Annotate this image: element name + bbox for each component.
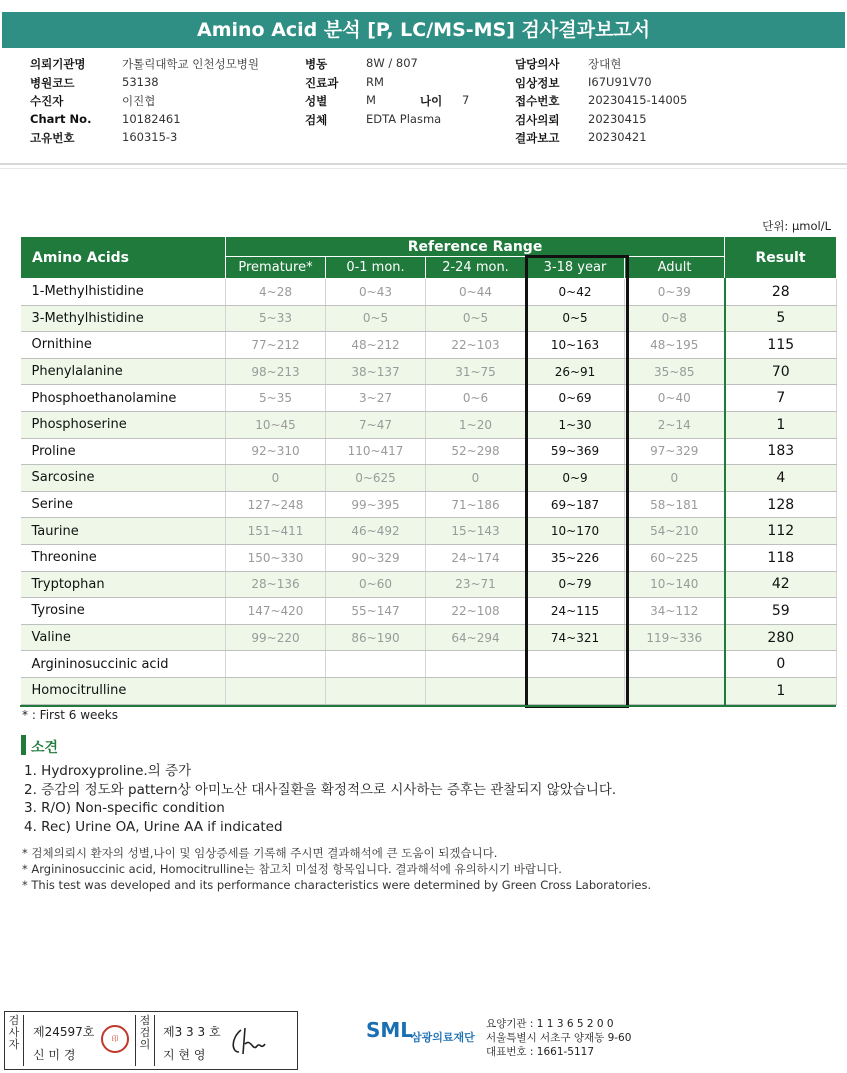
info-value: 가톨릭대학교 인천성모병원 — [122, 57, 259, 71]
amino-acid-name: Threonine — [21, 544, 226, 571]
reference-range-cell: 0~43 — [326, 279, 426, 306]
reference-range-cell — [625, 651, 725, 678]
reference-range-cell: 119~336 — [625, 624, 725, 651]
amino-acid-name: Tyrosine — [21, 598, 226, 625]
info-label: 나이 — [420, 94, 443, 108]
reference-range-cell: 97~329 — [625, 438, 725, 465]
header-amino-acids: Amino Acids — [21, 237, 226, 279]
header-reference-range: Reference Range — [226, 237, 725, 257]
info-value: 이진협 — [122, 94, 156, 108]
reference-range-cell: 0~79 — [526, 571, 625, 598]
amino-acid-name: Ornithine — [21, 332, 226, 359]
amino-acid-name: Proline — [21, 438, 226, 465]
result-cell: 118 — [725, 544, 837, 571]
note-item: * 검체의뢰시 환자의 성별,나이 및 임상증세를 기록해 주시면 결과해석에 큰 도움이 되겠습니다. — [22, 846, 498, 860]
sml-logo: SML — [366, 1018, 414, 1042]
reference-range-cell: 92~310 — [226, 438, 326, 465]
reference-range-cell: 7~47 — [326, 411, 426, 438]
reference-range-cell: 0~60 — [326, 571, 426, 598]
info-label: 접수번호 — [515, 94, 560, 108]
info-value: 160315-3 — [122, 130, 178, 144]
reviewer-name: 지 현 영 — [163, 1048, 206, 1062]
amino-acid-name: Phosphoethanolamine — [21, 385, 226, 412]
report-title: Amino Acid 분석 [P, LC/MS-MS] 검사결과보고서 — [2, 12, 845, 48]
info-value: 20230415-14005 — [588, 93, 688, 107]
table-row — [21, 544, 837, 571]
org-info-line: 요양기관 : 1 1 3 6 5 2 0 0 — [486, 1018, 614, 1030]
reference-range-cell: 64~294 — [426, 624, 526, 651]
result-cell: 0 — [725, 651, 837, 678]
reference-range-cell: 71~186 — [426, 491, 526, 518]
amino-acid-name: Serine — [21, 491, 226, 518]
reference-range-cell: 110~417 — [326, 438, 426, 465]
reference-range-cell: 10~170 — [526, 518, 625, 545]
info-label: 고유번호 — [30, 131, 75, 145]
info-label: 병원코드 — [30, 75, 75, 90]
reference-range-cell: 55~147 — [326, 598, 426, 625]
unit-label: 단위: μmol/L — [762, 219, 831, 233]
reference-range-cell — [226, 677, 326, 704]
signature-box — [4, 1011, 298, 1070]
amino-acid-table — [20, 236, 837, 705]
info-label: 결과보고 — [515, 131, 560, 145]
info-label: 검체 — [305, 113, 328, 127]
reference-range-cell: 31~75 — [426, 358, 526, 385]
table-row — [21, 651, 837, 678]
reference-range-cell: 52~298 — [426, 438, 526, 465]
seal-stamp: 印 — [101, 1025, 129, 1053]
header-result: Result — [725, 237, 837, 279]
reference-range-cell: 74~321 — [526, 624, 625, 651]
handwritten-signature — [227, 1024, 267, 1058]
reference-range-cell: 35~226 — [526, 544, 625, 571]
table-row — [21, 571, 837, 598]
reference-range-cell: 58~181 — [625, 491, 725, 518]
patient-info — [0, 56, 847, 156]
reference-range-cell — [326, 651, 426, 678]
reference-range-cell: 10~163 — [526, 332, 625, 359]
info-label: 담당의사 — [515, 57, 560, 71]
org-info-line: 대표번호 : 1661-5117 — [486, 1046, 595, 1058]
divider — [0, 163, 847, 165]
table-row — [21, 465, 837, 492]
info-label: 병동 — [305, 57, 328, 71]
info-value: 7 — [462, 93, 470, 107]
reference-range-cell — [625, 677, 725, 704]
header-ref-col: 0-1 mon. — [326, 257, 426, 279]
org-info-line: 서울특별시 서초구 양재동 9-60 — [486, 1032, 632, 1044]
reference-range-cell: 99~395 — [326, 491, 426, 518]
amino-acid-name: 1-Methylhistidine — [21, 279, 226, 306]
reference-range-cell: 5~33 — [226, 305, 326, 332]
result-cell: 112 — [725, 518, 837, 545]
amino-acid-name: Phenylalanine — [21, 358, 226, 385]
table-row — [21, 385, 837, 412]
info-label: 임상정보 — [515, 75, 560, 90]
table-row — [21, 305, 837, 332]
reference-range-cell: 127~248 — [226, 491, 326, 518]
note-item: * Argininosuccinic acid, Homocitrulline는 참고치 미설정 항목입니다. 결과해석에 유의하시기 바랍니다. — [22, 862, 562, 877]
finding-item: 2. 증감의 정도와 pattern상 아미노산 대사질환을 확정적으로 시사하는 증후는 관찰되지 않았습니다. — [24, 781, 617, 798]
info-value: I67U91V70 — [588, 74, 652, 89]
result-cell: 5 — [725, 305, 837, 332]
org-name: 삼광의료재단 — [411, 1031, 475, 1044]
reviewer-label: 점검의 — [135, 1015, 155, 1066]
reference-range-cell: 46~492 — [326, 518, 426, 545]
result-cell: 115 — [725, 332, 837, 359]
reference-range-cell: 147~420 — [226, 598, 326, 625]
table-row — [21, 332, 837, 359]
result-cell: 1 — [725, 677, 837, 704]
info-value: 장대현 — [588, 57, 622, 71]
reference-range-cell: 23~71 — [426, 571, 526, 598]
info-label: 수진자 — [30, 94, 64, 108]
findings-list — [24, 762, 616, 836]
result-cell: 70 — [725, 358, 837, 385]
finding-item: 4. Rec) Urine OA, Urine AA if indicated — [24, 818, 283, 835]
table-row — [21, 491, 837, 518]
org-info — [486, 1017, 631, 1059]
reference-range-cell: 151~411 — [226, 518, 326, 545]
result-cell: 4 — [725, 465, 837, 492]
info-label: 성별 — [305, 94, 328, 108]
reference-range-cell: 5~35 — [226, 385, 326, 412]
tester-name: 신 미 경 — [33, 1048, 76, 1062]
reference-range-cell: 34~112 — [625, 598, 725, 625]
reference-range-cell: 90~329 — [326, 544, 426, 571]
info-value: EDTA Plasma — [366, 112, 442, 126]
amino-acid-name: Homocitrulline — [21, 677, 226, 704]
reference-range-cell: 22~103 — [426, 332, 526, 359]
reference-range-cell — [226, 651, 326, 678]
divider — [0, 168, 847, 169]
reference-range-cell: 2~14 — [625, 411, 725, 438]
reference-range-cell: 28~136 — [226, 571, 326, 598]
reference-range-cell: 0~69 — [526, 385, 625, 412]
result-cell: 128 — [725, 491, 837, 518]
reference-range-cell: 10~140 — [625, 571, 725, 598]
info-label: Chart No. — [30, 112, 92, 126]
amino-acid-name: Tryptophan — [21, 571, 226, 598]
table-row — [21, 677, 837, 704]
finding-item: 3. R/O) Non-specific condition — [24, 800, 225, 816]
reference-range-cell: 0~42 — [526, 279, 625, 306]
amino-acid-name: Taurine — [21, 518, 226, 545]
reviewer-license: 제3 3 3 호 — [163, 1025, 221, 1039]
reference-range-cell: 0~39 — [625, 279, 725, 306]
reference-range-cell: 4~28 — [226, 279, 326, 306]
reference-range-cell: 0 — [226, 465, 326, 492]
reference-range-cell: 54~210 — [625, 518, 725, 545]
tester-license: 제24597호 — [33, 1025, 95, 1039]
result-cell: 183 — [725, 438, 837, 465]
result-cell: 42 — [725, 571, 837, 598]
table-row — [21, 358, 837, 385]
reference-range-cell — [326, 677, 426, 704]
reference-range-cell: 15~143 — [426, 518, 526, 545]
reference-range-cell: 0~44 — [426, 279, 526, 306]
amino-acid-name: Valine — [21, 624, 226, 651]
table-row — [21, 279, 837, 306]
reference-range-cell — [426, 677, 526, 704]
reference-range-cell: 0~5 — [526, 305, 625, 332]
table-row — [21, 411, 837, 438]
info-value: 20230415 — [588, 112, 647, 126]
reference-range-cell: 3~27 — [326, 385, 426, 412]
header-ref-col: Adult — [625, 257, 725, 279]
result-cell: 1 — [725, 411, 837, 438]
reference-range-cell: 24~174 — [426, 544, 526, 571]
section-marker — [21, 735, 26, 755]
reference-range-cell: 59~369 — [526, 438, 625, 465]
result-cell: 59 — [725, 598, 837, 625]
table-row — [21, 624, 837, 651]
reference-range-cell: 0~625 — [326, 465, 426, 492]
info-label: 진료과 — [305, 75, 339, 90]
footnote: * : First 6 weeks — [22, 708, 118, 722]
reference-range-cell: 0 — [625, 465, 725, 492]
reference-range-cell: 150~330 — [226, 544, 326, 571]
info-label: 의뢰기관명 — [30, 57, 86, 71]
info-value: 53138 — [122, 74, 159, 89]
reference-range-cell: 10~45 — [226, 411, 326, 438]
reference-range-cell: 60~225 — [625, 544, 725, 571]
amino-acid-name: Argininosuccinic acid — [21, 651, 226, 678]
reference-range-cell: 1~20 — [426, 411, 526, 438]
reference-range-cell: 0~5 — [426, 305, 526, 332]
reference-range-cell: 22~108 — [426, 598, 526, 625]
info-label: 검사의뢰 — [515, 113, 560, 127]
tester-label: 검사자 — [5, 1015, 24, 1066]
finding-item: 1. Hydroxyproline.의 증가 — [24, 763, 192, 779]
reference-range-cell: 0~9 — [526, 465, 625, 492]
reference-range-cell: 48~212 — [326, 332, 426, 359]
header-ref-col: 2-24 mon. — [426, 257, 526, 279]
reference-range-cell: 0~5 — [326, 305, 426, 332]
reference-range-cell: 0~6 — [426, 385, 526, 412]
footer — [0, 1005, 847, 1073]
amino-acid-name: Sarcosine — [21, 465, 226, 492]
reference-range-cell: 24~115 — [526, 598, 625, 625]
reference-range-cell: 86~190 — [326, 624, 426, 651]
reference-range-cell — [526, 651, 625, 678]
reference-range-cell: 77~212 — [226, 332, 326, 359]
reference-range-cell: 98~213 — [226, 358, 326, 385]
result-cell: 7 — [725, 385, 837, 412]
reference-range-cell: 0~8 — [625, 305, 725, 332]
table-row — [21, 518, 837, 545]
reference-range-cell — [426, 651, 526, 678]
reference-range-cell — [526, 677, 625, 704]
reference-range-cell: 0 — [426, 465, 526, 492]
table-row — [21, 598, 837, 625]
reference-range-cell: 69~187 — [526, 491, 625, 518]
header-ref-col: Premature* — [226, 257, 326, 279]
amino-acid-name: Phosphoserine — [21, 411, 226, 438]
findings-title: 소견 — [31, 740, 59, 756]
result-cell: 280 — [725, 624, 837, 651]
reference-range-cell: 26~91 — [526, 358, 625, 385]
result-cell: 28 — [725, 279, 837, 306]
reference-range-cell: 99~220 — [226, 624, 326, 651]
header-ref-col: 3-18 year — [526, 257, 625, 279]
info-value: 8W / 807 — [366, 56, 418, 70]
reference-range-cell: 1~30 — [526, 411, 625, 438]
notes-list — [22, 845, 651, 894]
info-value: 10182461 — [122, 112, 181, 126]
info-value: 20230421 — [588, 130, 647, 144]
amino-acid-name: 3-Methylhistidine — [21, 305, 226, 332]
table-row — [21, 438, 837, 465]
note-item: * This test was developed and its performance characteristics were determined by Green Cross Laboratories. — [22, 878, 652, 893]
reference-range-cell: 35~85 — [625, 358, 725, 385]
reference-range-cell: 38~137 — [326, 358, 426, 385]
reference-range-cell: 48~195 — [625, 332, 725, 359]
info-value: M — [366, 93, 376, 107]
table-bottom-line — [20, 705, 836, 707]
info-value: RM — [366, 74, 384, 89]
reference-range-cell: 0~40 — [625, 385, 725, 412]
